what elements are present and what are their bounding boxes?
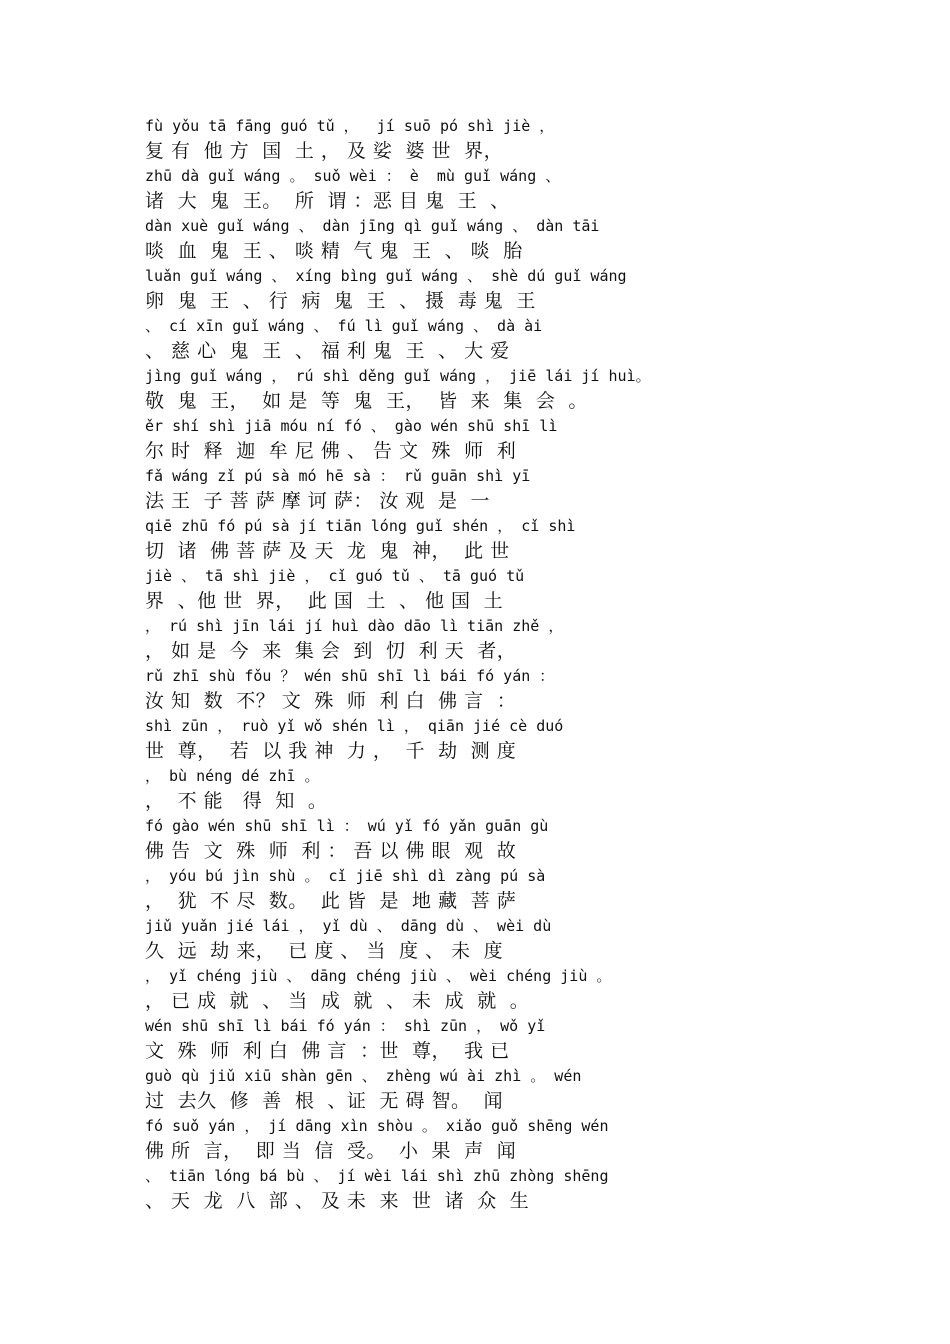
- hanzi-line: 法 王 子 菩 萨 摩 诃 萨： 汝 观 是 一: [145, 490, 491, 512]
- hanzi-line: 切 诸 佛 菩 萨 及 天 龙 鬼 神， 此 世: [145, 540, 510, 562]
- pinyin-line: ， yǐ chéng jiù 、 dāng chéng jiù 、 wèi chéng jiù 。: [145, 967, 612, 985]
- hanzi-line: 、 天 龙 八 部 、 及 未 来 世 诸 众 生: [145, 1190, 530, 1212]
- hanzi-line: ， 犹 不 尽 数。 此 皆 是 地 藏 菩 萨: [145, 890, 517, 912]
- pinyin-line: ， yóu bú jìn shù 。 cǐ jiē shì dì zàng pú sà: [145, 867, 546, 885]
- pinyin-line: jiǔ yuǎn jié lái ， yǐ dù 、 dāng dù 、 wèi dù: [145, 917, 552, 935]
- verse-line: [145, 164, 905, 214]
- pinyin-line: 、 tiān lóng bá bù 、 jí wèi lái shì zhū zhòng shēng: [145, 1167, 609, 1185]
- verse-line: [145, 514, 905, 564]
- verse-line: [145, 214, 905, 264]
- verse-line: [145, 964, 905, 1014]
- pinyin-line: guò qù jiǔ xiū shàn gēn 、 zhèng wú ài zhì 。 wén: [145, 1067, 582, 1085]
- pinyin-line: zhū dà guǐ wáng 。 suǒ wèi ： è mù guǐ wáng 、: [145, 167, 561, 185]
- pinyin-line: jiè 、 tā shì jiè ， cǐ guó tǔ 、 tā guó tǔ: [145, 567, 525, 585]
- hanzi-line: 文 殊 师 利 白 佛 言 ：世 尊， 我 已: [145, 1040, 510, 1062]
- verse-line: [145, 464, 905, 514]
- pinyin-line: dàn xuè guǐ wáng 、 dàn jīng qì guǐ wáng 、 dàn tāi: [145, 217, 600, 235]
- verse-line: [145, 664, 905, 714]
- scripture-text: [145, 114, 905, 1214]
- pinyin-line: ěr shí shì jiā móu ní fó 、 gào wén shū shī lì: [145, 417, 558, 435]
- pinyin-line: ， bù néng dé zhī 。: [145, 767, 320, 785]
- pinyin-line: fó suǒ yán ， jí dāng xìn shòu 。 xiǎo guǒ shēng wén: [145, 1117, 609, 1135]
- verse-line: [145, 614, 905, 664]
- verse-line: [145, 914, 905, 964]
- pinyin-line: fù yǒu tā fāng guó tǔ ， jí suō pó shì jiè ，: [145, 117, 555, 135]
- hanzi-line: 复 有 他 方 国 土 ， 及 娑 婆 世 界，: [145, 140, 504, 162]
- pinyin-line: luǎn guǐ wáng 、 xíng bìng guǐ wáng 、 shè dú guǐ wáng: [145, 267, 627, 285]
- verse-line: [145, 264, 905, 314]
- hanzi-line: 啖 血 鬼 王 、 啖 精 气 鬼 王 、 啖 胎: [145, 240, 523, 262]
- verse-line: [145, 564, 905, 614]
- hanzi-line: 尔 时 释 迦 牟 尼 佛 、 告 文 殊 师 利: [145, 440, 517, 462]
- pinyin-line: fǎ wáng zǐ pú sà mó hē sà ： rǔ guān shì yī: [145, 467, 531, 485]
- hanzi-line: 卵 鬼 王 、 行 病 鬼 王 、 摄 毒 鬼 王: [145, 290, 536, 312]
- pinyin-line: wén shū shī lì bái fó yán ： shì zūn ， wǒ yǐ: [145, 1017, 546, 1035]
- hanzi-line: 敬 鬼 王， 如 是 等 鬼 王， 皆 来 集 会 。: [145, 390, 588, 412]
- verse-line: [145, 1064, 905, 1114]
- verse-line: [145, 714, 905, 764]
- verse-line: [145, 114, 905, 164]
- hanzi-line: 、 慈 心 鬼 王 、 福 利 鬼 王 、 大 爱: [145, 340, 510, 362]
- verse-line: [145, 1014, 905, 1064]
- pinyin-line: jìng guǐ wáng ， rú shì děng guǐ wáng ， jiē lái jí huì。: [145, 367, 651, 385]
- hanzi-line: 世 尊， 若 以 我 神 力 ， 千 劫 测 度: [145, 740, 517, 762]
- hanzi-line: ， 已 成 就 、 当 成 就 、 未 成 就 。: [145, 990, 530, 1012]
- hanzi-line: 汝 知 数 不？ 文 殊 师 利 白 佛 言 ：: [145, 690, 517, 712]
- hanzi-line: 过 去久 修 善 根 、证 无 碍 智。 闻: [145, 1090, 504, 1112]
- hanzi-line: 界 、他 世 界， 此 国 土 、 他 国 土: [145, 590, 504, 612]
- verse-line: [145, 314, 905, 364]
- verse-line: [145, 1164, 905, 1214]
- hanzi-line: ， 如 是 今 来 集 会 到 忉 利 天 者，: [145, 640, 517, 662]
- pinyin-line: 、 cí xīn guǐ wáng 、 fú lì guǐ wáng 、 dà ài: [145, 317, 543, 335]
- hanzi-line: 佛 所 言， 即 当 信 受。 小 果 声 闻: [145, 1140, 517, 1162]
- pinyin-line: shì zūn ， ruò yǐ wǒ shén lì ， qiān jié cè duó: [145, 717, 564, 735]
- pinyin-line: ， rú shì jīn lái jí huì dào dāo lì tiān zhě ，: [145, 617, 564, 635]
- verse-line: [145, 864, 905, 914]
- verse-line: [145, 814, 905, 864]
- hanzi-line: ， 不 能 得 知 。: [145, 790, 328, 812]
- pinyin-line: qiē zhū fó pú sà jí tiān lóng guǐ shén ， cǐ shì: [145, 517, 576, 535]
- verse-line: [145, 364, 905, 414]
- pinyin-line: rǔ zhī shù fǒu ？ wén shū shī lì bái fó yán ：: [145, 667, 555, 685]
- hanzi-line: 久 远 劫 来， 已 度 、 当 度 、 未 度: [145, 940, 504, 962]
- verse-line: [145, 414, 905, 464]
- verse-line: [145, 764, 905, 814]
- hanzi-line: 诸 大 鬼 王。 所 谓 ：恶 目 鬼 王 、: [145, 190, 510, 212]
- verse-line: [145, 1114, 905, 1164]
- pinyin-line: fó gào wén shū shī lì ： wú yǐ fó yǎn guān gù: [145, 817, 549, 835]
- hanzi-line: 佛 告 文 殊 师 利 ： 吾 以 佛 眼 观 故: [145, 840, 517, 862]
